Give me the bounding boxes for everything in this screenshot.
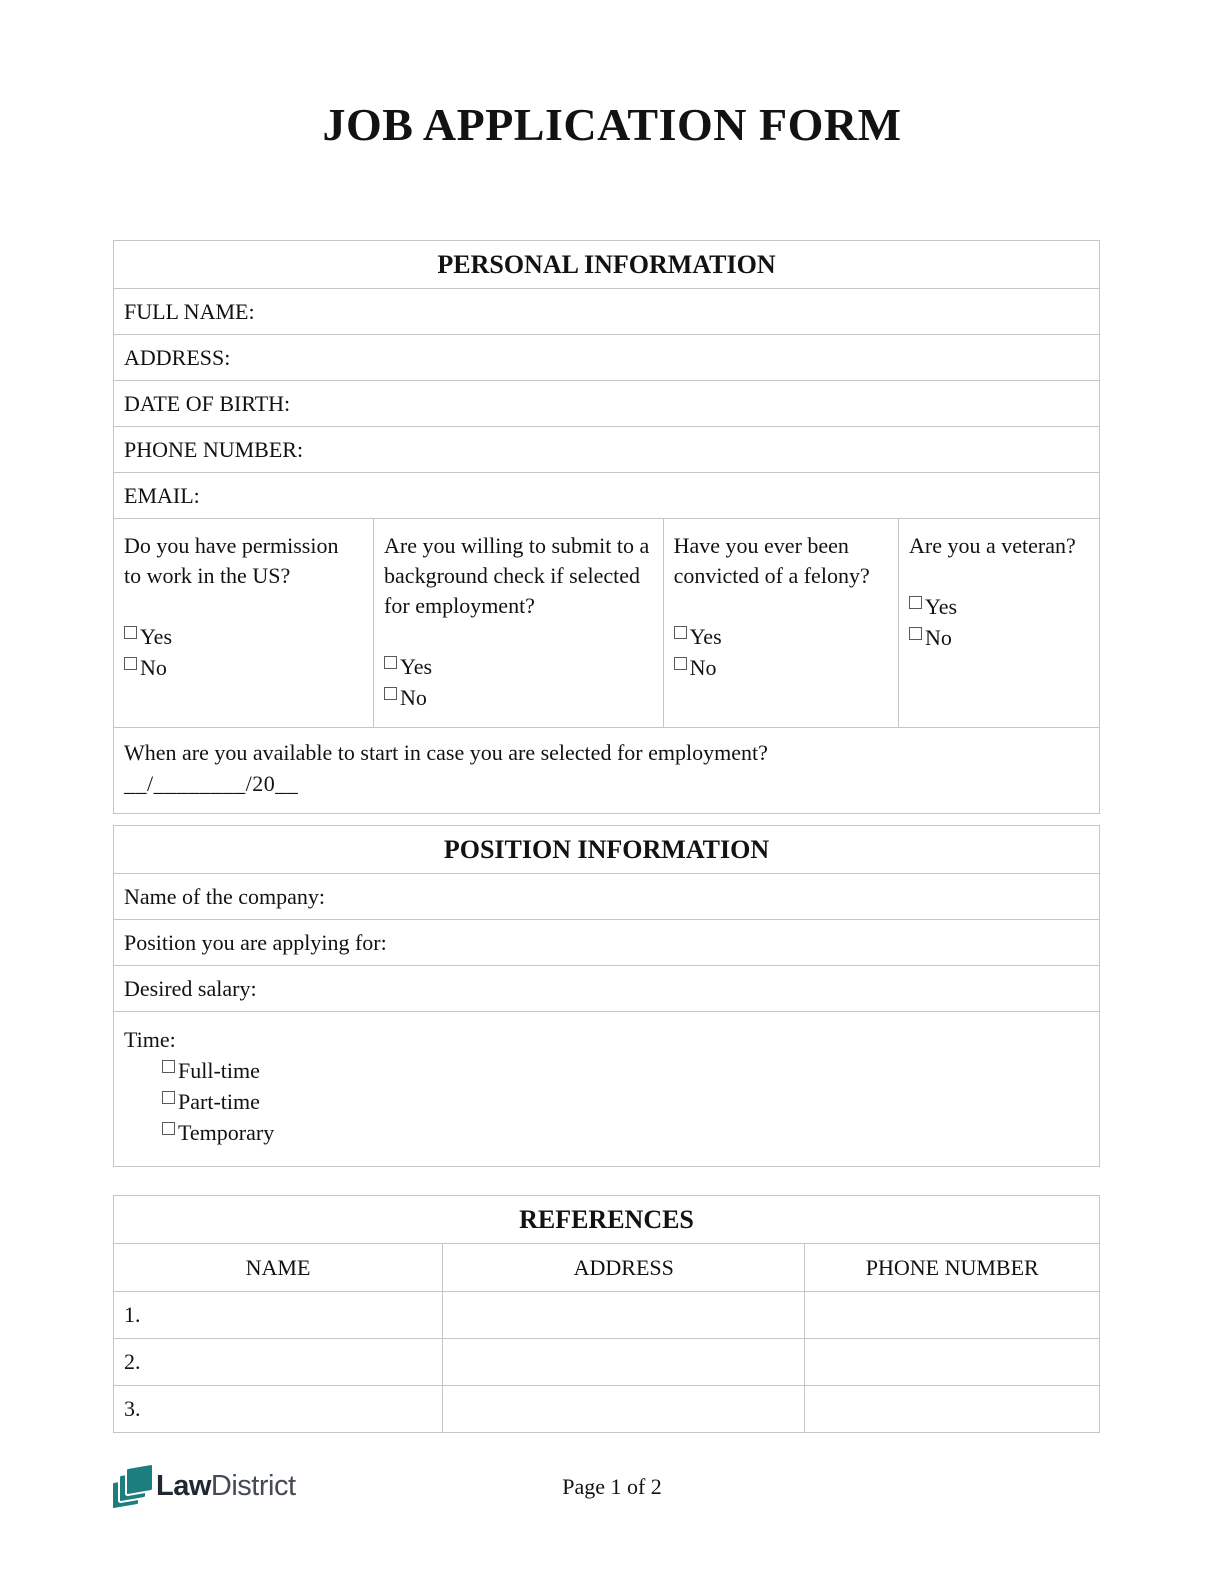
work-permission-yes[interactable]	[124, 621, 345, 652]
question-background-check	[373, 519, 663, 727]
field-row-position-applying[interactable]	[114, 919, 1099, 965]
field-row-full-name[interactable]	[114, 288, 1099, 334]
position-information-header: POSITION INFORMATION	[443, 835, 770, 864]
col-header-address: ADDRESS	[442, 1244, 804, 1291]
reference-2-phone-cell[interactable]	[804, 1339, 1099, 1385]
col-header-phone-number: PHONE NUMBER	[804, 1244, 1099, 1291]
field-row-phone-number[interactable]	[114, 426, 1099, 472]
temporary-label: Temporary	[178, 1120, 275, 1145]
col-header-name: NAME	[245, 1255, 311, 1280]
reference-2-name-cell[interactable]	[114, 1339, 442, 1385]
field-row-date-of-birth[interactable]	[114, 380, 1099, 426]
position-applying-label: Position you are applying for:	[124, 930, 387, 955]
question-veteran	[898, 519, 1099, 727]
checkbox-icon[interactable]	[384, 687, 397, 700]
reference-1-address-cell[interactable]	[442, 1292, 804, 1338]
reference-row-1	[114, 1291, 1099, 1338]
reference-3-address-cell[interactable]	[442, 1386, 804, 1432]
field-row-address[interactable]	[114, 334, 1099, 380]
personal-information-table	[113, 240, 1100, 814]
question-work-permission	[114, 519, 373, 727]
question-veteran-text: Are you a veteran?	[909, 533, 1076, 558]
reference-row-2	[114, 1338, 1099, 1385]
checkbox-icon[interactable]	[162, 1060, 175, 1073]
reference-1-name-cell[interactable]	[114, 1292, 442, 1338]
row-number: 3.	[124, 1396, 141, 1421]
eligibility-questions-row	[114, 518, 1099, 727]
position-information-table	[113, 825, 1100, 1167]
question-felony	[663, 519, 898, 727]
row-number: 2.	[124, 1349, 141, 1374]
background-check-no[interactable]	[384, 682, 651, 713]
time-full-time[interactable]	[162, 1055, 1089, 1086]
yes-label: Yes	[140, 624, 173, 649]
field-row-email[interactable]	[114, 472, 1099, 518]
question-work-permission-text: Do you have permission to work in the US?	[124, 533, 339, 588]
no-label: No	[925, 625, 952, 650]
no-label: No	[400, 685, 427, 710]
field-row-company-name[interactable]	[114, 873, 1099, 919]
address-label: ADDRESS:	[124, 345, 231, 370]
checkbox-icon[interactable]	[124, 657, 137, 670]
full-time-label: Full-time	[178, 1058, 260, 1083]
checkbox-icon[interactable]	[674, 657, 687, 670]
company-name-label: Name of the company:	[124, 884, 325, 909]
checkbox-icon[interactable]	[909, 596, 922, 609]
reference-row-3	[114, 1385, 1099, 1432]
checkbox-icon[interactable]	[674, 626, 687, 639]
logo-law-text: Law	[156, 1470, 211, 1502]
felony-yes[interactable]	[674, 621, 886, 652]
work-permission-no[interactable]	[124, 652, 345, 683]
time-part-time[interactable]	[162, 1086, 1089, 1117]
references-header: REFERENCES	[519, 1205, 694, 1234]
yes-label: Yes	[689, 624, 722, 649]
felony-no[interactable]	[674, 652, 886, 683]
reference-3-name-cell[interactable]	[114, 1386, 442, 1432]
veteran-yes[interactable]	[909, 591, 1087, 622]
time-temporary[interactable]	[162, 1117, 1089, 1148]
phone-number-label: PHONE NUMBER:	[124, 437, 304, 462]
email-label: EMAIL:	[124, 483, 200, 508]
veteran-no[interactable]	[909, 622, 1087, 653]
date-of-birth-label: DATE OF BIRTH:	[124, 391, 291, 416]
reference-2-address-cell[interactable]	[442, 1339, 804, 1385]
availability-question: When are you available to start in case you are selected for employment?	[124, 740, 768, 765]
references-table	[113, 1195, 1100, 1433]
availability-row[interactable]	[114, 727, 1099, 813]
part-time-label: Part-time	[178, 1089, 260, 1114]
checkbox-icon[interactable]	[162, 1091, 175, 1104]
no-label: No	[689, 655, 717, 680]
references-column-headers	[114, 1243, 1099, 1291]
row-number: 1.	[124, 1302, 141, 1327]
personal-information-header: PERSONAL INFORMATION	[437, 250, 776, 279]
checkbox-icon[interactable]	[384, 656, 397, 669]
time-row	[114, 1011, 1099, 1166]
yes-label: Yes	[400, 654, 433, 679]
reference-1-phone-cell[interactable]	[804, 1292, 1099, 1338]
page-number-label: Page 1 of 2	[562, 1474, 662, 1499]
no-label: No	[140, 655, 167, 680]
availability-date-blank[interactable]: __/________/20__	[124, 771, 299, 796]
reference-3-phone-cell[interactable]	[804, 1386, 1099, 1432]
time-label: Time:	[124, 1027, 176, 1052]
checkbox-icon[interactable]	[124, 626, 137, 639]
logo-district-text: District	[210, 1470, 296, 1502]
desired-salary-label: Desired salary:	[124, 976, 257, 1001]
checkbox-icon[interactable]	[162, 1122, 175, 1135]
question-felony-text: Have you ever been convicted of a felony?	[673, 533, 870, 588]
full-name-label: FULL NAME:	[124, 299, 255, 324]
checkbox-icon[interactable]	[909, 627, 922, 640]
question-background-check-text: Are you willing to submit to a background check if selected for employment?	[384, 533, 650, 618]
background-check-yes[interactable]	[384, 651, 651, 682]
field-row-desired-salary[interactable]	[114, 965, 1099, 1011]
yes-label: Yes	[925, 594, 958, 619]
page-title: JOB APPLICATION FORM	[322, 99, 902, 150]
